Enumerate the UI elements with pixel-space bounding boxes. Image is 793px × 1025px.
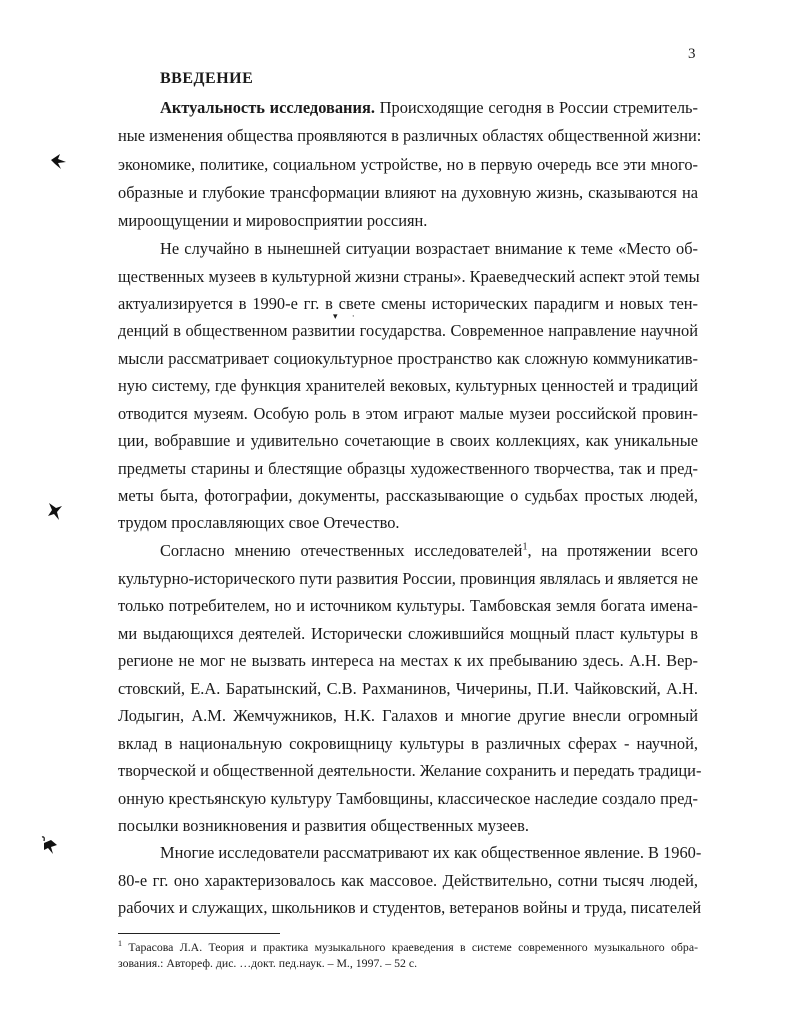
text-line: 80-е гг. оно характеризовалось как массовое. Действительно, сотни тысяч людей, <box>118 871 698 890</box>
text-line: ми выдающихся деятелей. Исторически сложившийся мощный пласт культуры в <box>118 624 698 643</box>
text-line: мироощущении и мировосприятии россиян. <box>118 211 428 230</box>
text-line: экономике, политике, социальном устройстве, но в первую очередь все эти много- <box>118 155 698 174</box>
scan-artifact-icon <box>44 500 66 522</box>
text-line: актуализируется в 1990-е гг. в свете смены исторических парадигм и новых тен- <box>118 294 698 313</box>
footnote-ref[interactable]: 1 <box>522 541 528 553</box>
footnote-line <box>118 940 698 955</box>
scan-artifact-icon <box>48 150 70 172</box>
text-line: регионе не мог не вызвать интереса на местах к их пребыванию здесь. А.Н. Вер- <box>118 651 698 670</box>
page-number: 3 <box>688 46 696 62</box>
text-line: вклад в национальную сокровищницу культуры в различных сферах - научной, <box>118 734 698 753</box>
text-line: только потребителем, но и источником культуры. Тамбовская земля богата имена- <box>118 596 698 615</box>
text-line: Многие исследователи рассматривают их как общественное явление. В 1960- <box>160 843 702 862</box>
text-line <box>160 98 698 118</box>
text-line: трудом прославляющих свое Отечество. <box>118 513 400 532</box>
text-line: ции, вобравшие и удивительно сочетающие в своих коллекциях, как уникальные <box>118 431 698 450</box>
section-label: Актуальность исследования. <box>160 98 375 117</box>
text-line: мысли рассматривает социокультурное пространство как сложную коммуникатив- <box>118 349 698 368</box>
text-line: отводится музеям. Особую роль в этом играют малые музеи российской провин- <box>118 404 698 423</box>
text-line: Лодыгин, А.М. Жемчужников, Н.К. Галахов и многие другие внесли огромный <box>118 706 698 725</box>
text-line <box>160 541 698 561</box>
text-line: ные изменения общества проявляются в различных областях общественной жизни: <box>118 126 702 145</box>
text-line: творческой и общественной деятельности. Желание сохранить и передать традици- <box>118 761 702 780</box>
scan-artifact-icon <box>40 835 62 857</box>
text-line: культурно-исторического пути развития России, провинция являлась и является не <box>118 569 698 588</box>
text-line: щественных музеев в культурной жизни страны». Краеведческий аспект этой темы <box>118 267 700 286</box>
footnote-text: Тарасова Л.А. Теория и практика музыкального краеведения в системе современного музыкального обра- <box>122 940 698 954</box>
page-heading: ВВЕДЕНИЕ <box>160 70 254 87</box>
text-line: рабочих и служащих, школьников и студентов, ветеранов войны и труда, писателей <box>118 898 702 917</box>
footnote-marker: 1 <box>118 939 122 949</box>
footnote-divider <box>118 933 280 934</box>
footnote-line: зования.: Автореф. дис. …докт. пед.наук. – М., 1997. – 52 с. <box>118 956 418 970</box>
text-line: Не случайно в нынешней ситуации возрастает внимание к теме «Место об- <box>160 239 698 258</box>
text-span: Происходящие сегодня в России стремитель- <box>374 98 698 117</box>
text-line: предметы старины и блестящие образцы художественного творчества, так и пред- <box>118 459 698 478</box>
text-line: денций в общественном развитии государства. Современное направление научной <box>118 321 698 340</box>
text-line: стовский, Е.А. Баратынский, С.В. Рахманинов, Чичерины, П.И. Чайковский, А.Н. <box>118 679 698 698</box>
text-line: посылки возникновения и развития общественных музеев. <box>118 816 529 835</box>
text-span: Согласно мнению отечественных исследователей <box>160 541 523 560</box>
text-line: образные и глубокие трансформации влияют на духовную жизнь, сказываются на <box>118 183 698 202</box>
text-line: меты быта, фотографии, документы, рассказывающие о судьбах простых людей, <box>118 486 698 505</box>
text-span: , на протяжении всего <box>527 541 698 560</box>
text-line: ную систему, где функция хранителей вековых, культурных ценностей и традиций <box>118 376 698 395</box>
text-line: онную крестьянскую культуру Тамбовщины, классическое наследие создало пред- <box>118 789 698 808</box>
scan-speck: ▾ · <box>333 311 361 321</box>
